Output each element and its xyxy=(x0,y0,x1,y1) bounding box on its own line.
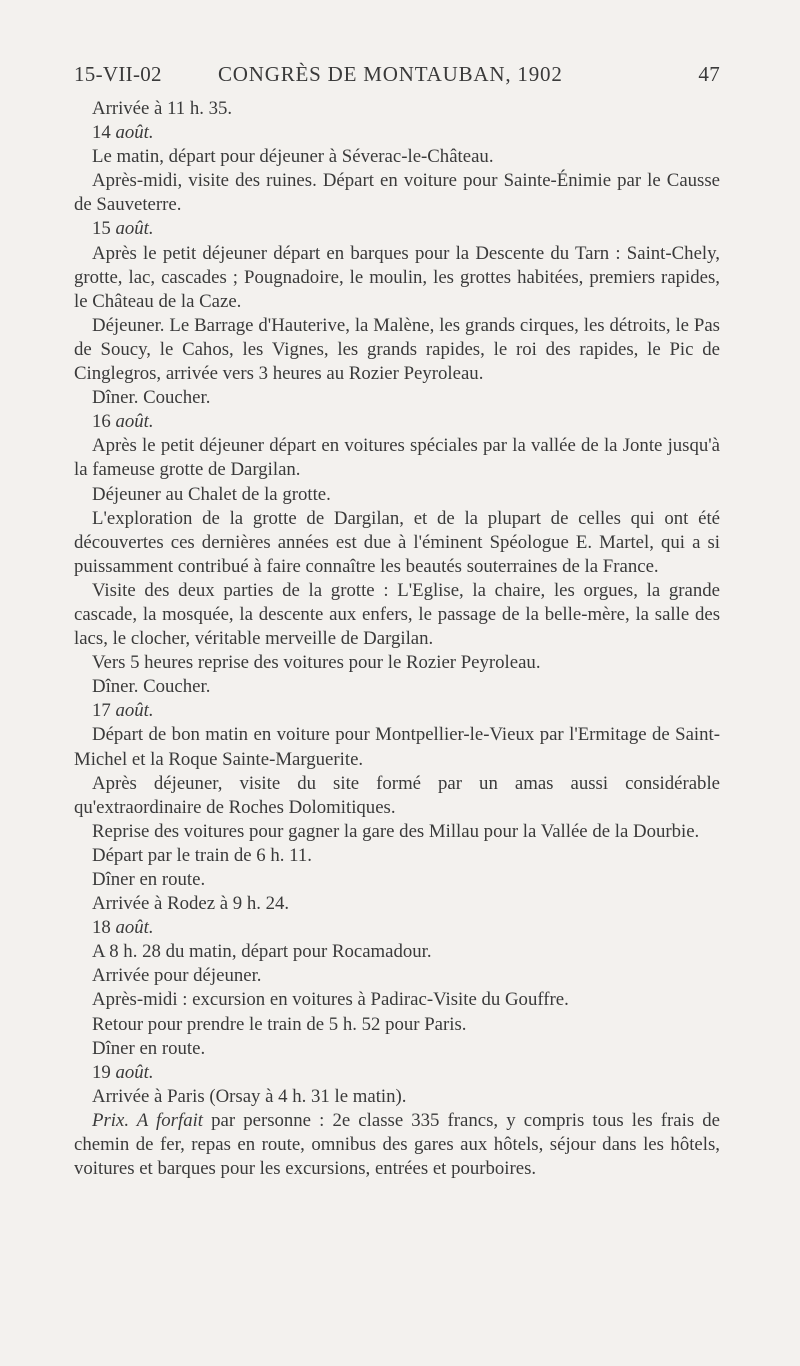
paragraph: Arrivée à Rodez à 9 h. 24. xyxy=(92,893,290,915)
paragraph: Retour pour prendre le train de 5 h. 52 pour Paris. xyxy=(92,1013,467,1035)
paragraph: Après le petit déjeuner départ en voitures spéciales par la vallée de la Jonte jusqu'à la fameuse grotte de Dargilan. xyxy=(74,435,720,481)
date-month: août. xyxy=(115,700,154,722)
paragraph: Déjeuner. Le Barrage d'Hauterive, la Malène, les grands cirques, les détroits, le Pas de Soucy, le Cahos, les Vignes, les grands rapides, le roi des rapides, le Pic de Cinglegros, arrivée vers 3 heures au Rozier Peyroleau. xyxy=(74,314,720,385)
date-number: 17 xyxy=(92,700,111,722)
paragraph: Après le petit déjeuner départ en barques pour la Descente du Tarn : Saint-Chely, grotte, lac, cascades ; Pougnadoire, le moulin, les grottes habitées, premiers rapides, le Château de la Caze. xyxy=(74,242,720,312)
price-label: Prix. A forfait xyxy=(92,1109,204,1131)
paragraph: Vers 5 heures reprise des voitures pour le Rozier Peyroleau. xyxy=(92,652,541,674)
paragraph: Déjeuner au Chalet de la grotte. xyxy=(92,483,331,505)
date-month: août. xyxy=(115,917,154,939)
header-date-code: 15-VII-02 xyxy=(74,62,162,86)
paragraph: Après-midi : excursion en voitures à Padirac-Visite du Gouffre. xyxy=(92,989,569,1011)
date-month: août. xyxy=(115,122,154,144)
paragraph: Reprise des voitures pour gagner la gare des Millau pour la Vallée de la Dourbie. xyxy=(92,820,700,842)
date-number: 16 xyxy=(92,411,111,433)
date-number: 18 xyxy=(92,917,111,939)
date-heading xyxy=(74,1061,720,1085)
paragraph: A 8 h. 28 du matin, départ pour Rocamadour. xyxy=(92,941,432,963)
date-number: 15 xyxy=(92,218,111,240)
date-month: août. xyxy=(115,411,154,433)
date-heading xyxy=(74,217,720,241)
date-heading xyxy=(74,916,720,940)
date-month: août. xyxy=(115,218,154,240)
paragraph: Départ de bon matin en voiture pour Montpellier-le-Vieux par l'Ermitage de Saint-Michel et la Roque Sainte-Marguerite. xyxy=(74,724,720,770)
paragraph xyxy=(74,97,720,121)
paragraph: Arrivée pour déjeuner. xyxy=(92,965,262,987)
paragraph: Départ par le train de 6 h. 11. xyxy=(92,844,312,866)
paragraph: Dîner. Coucher. xyxy=(92,387,211,409)
paragraph-text: Arrivée à 11 h. 35. xyxy=(92,98,233,119)
paragraph: Après déjeuner, visite du site formé par un amas aussi considérable qu'extraordinaire de Roches Dolomitiques. xyxy=(74,772,720,818)
date-month: août. xyxy=(115,1061,154,1083)
date-heading xyxy=(74,699,720,723)
header-title: CONGRÈS DE MONTAUBAN, 1902 xyxy=(218,62,563,86)
price-paragraph xyxy=(74,1109,720,1181)
paragraph: Visite des deux parties de la grotte : L'Eglise, la chaire, les orgues, la grande cascade, la mosquée, la descente aux enfers, le passage de la belle-mère, la salle des lacs, le clocher, véritable merveille de Dargilan. xyxy=(74,579,720,650)
date-heading xyxy=(74,410,720,434)
paragraph: Dîner en route. xyxy=(92,869,206,890)
paragraph: L'exploration de la grotte de Dargilan, et de la plupart de celles qui ont été découvertes ces dernières années est due à l'éminent Spéologue E. Martel, qui a si puissamment contribué à faire connaître les beautés souterraines de la France. xyxy=(74,507,720,577)
date-heading xyxy=(74,121,720,145)
paragraph: Le matin, départ pour déjeuner à Séverac-le-Château. xyxy=(92,146,494,168)
body-text xyxy=(74,97,720,1181)
paragraph: Dîner en route. xyxy=(92,1037,206,1059)
date-number: 14 xyxy=(92,122,111,144)
paragraph: Après-midi, visite des ruines. Départ en voiture pour Sainte-Énimie par le Causse de Sauveterre. xyxy=(74,170,720,216)
price-text: par personne : 2e classe 335 francs, y compris tous les frais de chemin de fer, repas en route, omnibus des gares aux hôtels, séjour dans les hôtels, voitures et barques pour les excursions, entrées et pourboires. xyxy=(74,1109,720,1180)
page-number: 47 xyxy=(698,62,720,86)
paragraph: Arrivée à Paris (Orsay à 4 h. 31 le matin). xyxy=(92,1085,407,1107)
running-header xyxy=(74,58,720,90)
date-number: 19 xyxy=(92,1061,111,1083)
paragraph: Dîner. Coucher. xyxy=(92,676,211,698)
